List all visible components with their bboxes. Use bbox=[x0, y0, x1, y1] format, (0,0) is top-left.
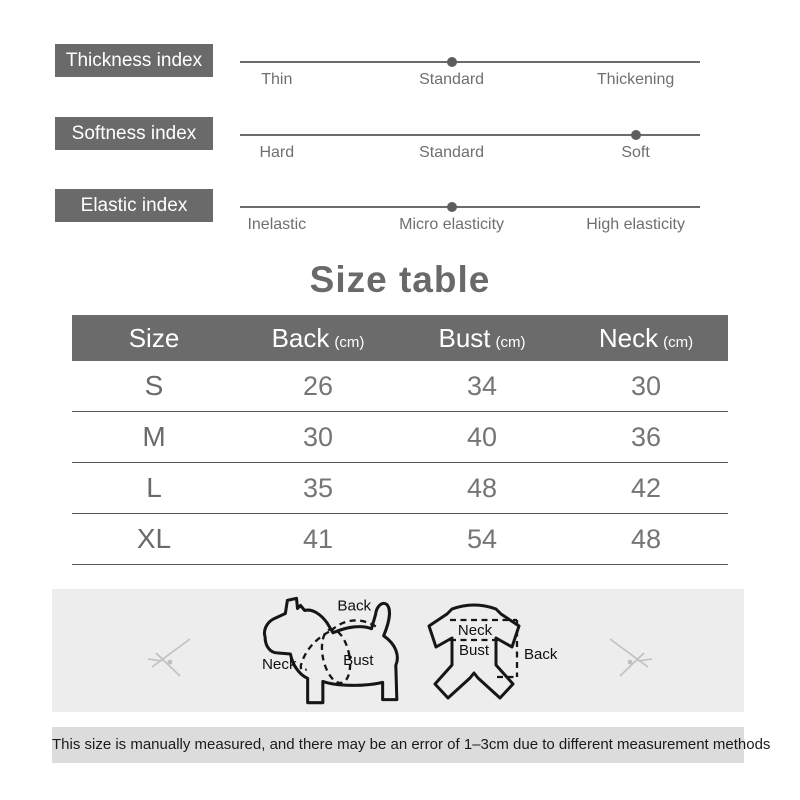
decorative-arrow-right-icon bbox=[606, 636, 654, 680]
column-header-back: Back (cm) bbox=[271, 322, 365, 353]
thickness-index-label: Thickness index bbox=[55, 44, 213, 77]
option-label: High elasticity bbox=[586, 216, 685, 233]
garment-neck-label: Neck bbox=[457, 622, 493, 639]
dog-bust-label: Bust bbox=[343, 652, 374, 670]
dog-outline bbox=[261, 598, 397, 702]
option-label: Thickening bbox=[596, 71, 675, 88]
slider-dot bbox=[631, 130, 641, 140]
option-label: Standard bbox=[419, 144, 485, 161]
elastic-index-row bbox=[0, 185, 800, 245]
softness-index-row bbox=[0, 113, 800, 173]
garment-bust-label: Bust bbox=[458, 642, 490, 659]
size-table-header bbox=[72, 315, 728, 361]
column-header-size: Size bbox=[128, 322, 180, 353]
column-header-neck: Neck (cm) bbox=[598, 322, 694, 353]
measurement-disclaimer: This size is manually measured, and there may be an error of 1–3cm due to different measurement methods bbox=[52, 727, 744, 763]
table-row: S 26 34 30 bbox=[72, 361, 728, 412]
option-label: Inelastic bbox=[247, 216, 307, 233]
table-row: L 35 48 42 bbox=[72, 463, 728, 514]
elastic-slider bbox=[240, 185, 700, 243]
option-label: Standard bbox=[419, 71, 485, 88]
softness-index-label: Softness index bbox=[55, 117, 213, 150]
measurement-diagram-panel bbox=[52, 589, 744, 712]
garment-back-label: Back bbox=[524, 646, 558, 663]
table-row: M 30 40 36 bbox=[72, 412, 728, 463]
thickness-index-row bbox=[0, 40, 800, 100]
slider-track bbox=[240, 206, 700, 208]
size-table-title: Size table bbox=[309, 259, 491, 300]
slider-dot bbox=[447, 202, 457, 212]
size-table bbox=[72, 315, 728, 565]
dog-back-label: Back bbox=[337, 597, 372, 615]
softness-slider bbox=[240, 113, 700, 171]
dog-neck-label: Neck bbox=[261, 656, 297, 674]
garment-measure-diagram bbox=[423, 596, 575, 710]
column-header-bust: Bust (cm) bbox=[438, 322, 526, 353]
elastic-index-label: Elastic index bbox=[55, 189, 213, 222]
slider-dot bbox=[447, 57, 457, 67]
thickness-slider bbox=[240, 40, 700, 98]
option-label: Soft bbox=[621, 144, 650, 161]
option-label: Thin bbox=[261, 71, 293, 88]
option-label: Hard bbox=[259, 144, 295, 161]
dog-measure-diagram bbox=[258, 594, 410, 708]
option-label: Micro elasticity bbox=[399, 216, 505, 233]
table-row: XL 41 54 48 bbox=[72, 514, 728, 565]
slider-track bbox=[240, 61, 700, 63]
decorative-arrow-left-icon bbox=[146, 636, 194, 680]
